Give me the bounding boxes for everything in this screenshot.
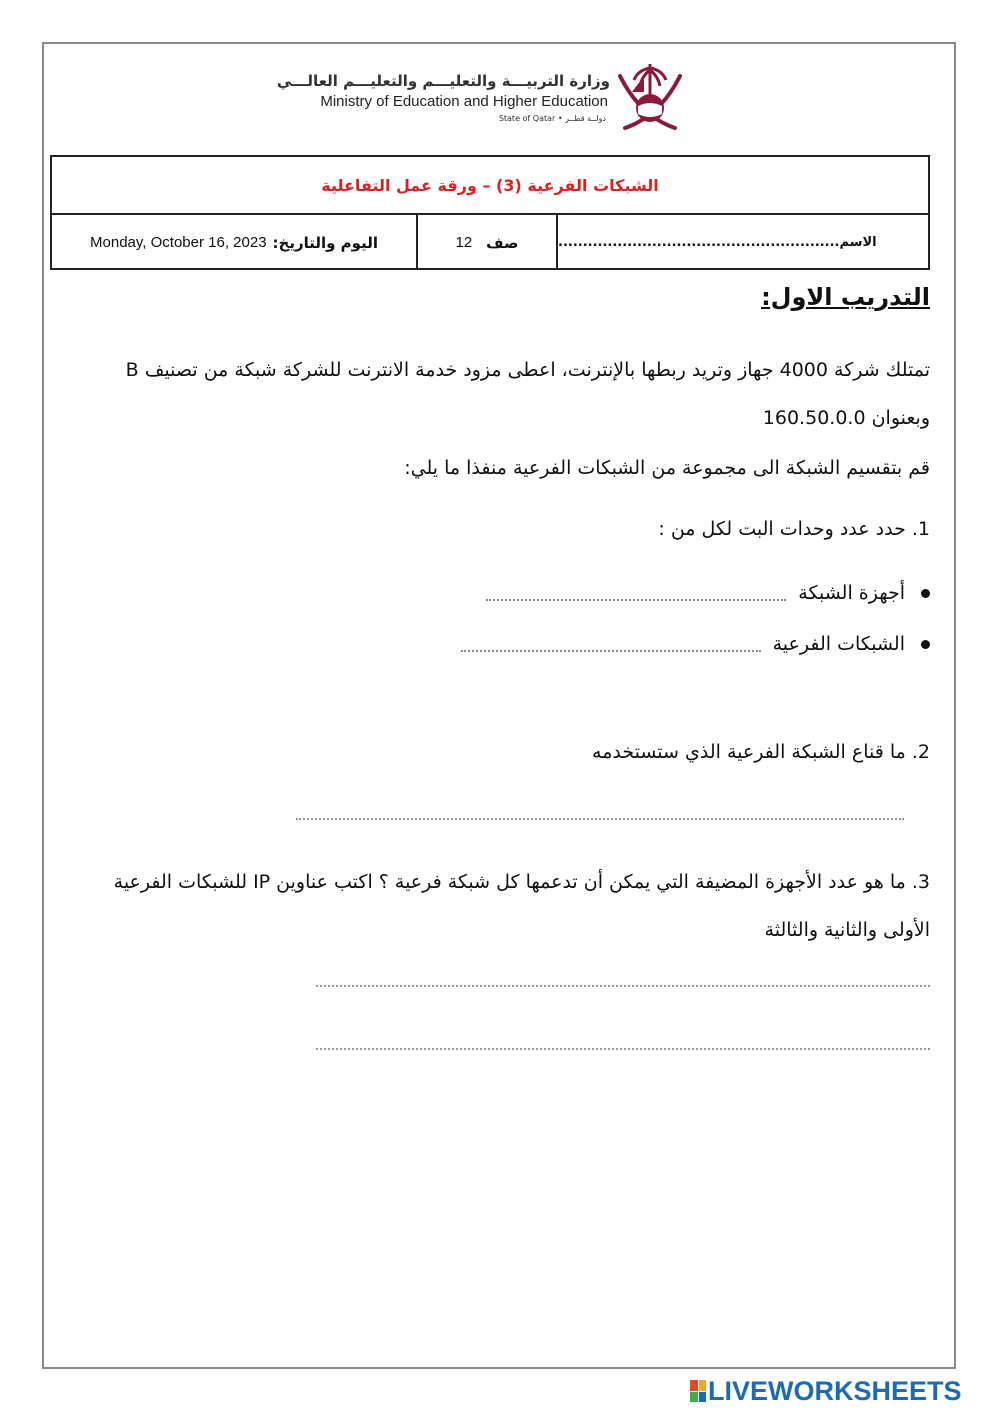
- bullet-icon: [921, 589, 930, 598]
- answer-field-network-bits[interactable]: [486, 585, 786, 601]
- grade-label: صف: [486, 233, 519, 252]
- date-cell: [52, 215, 418, 270]
- worksheet-title: الشبكات الفرعية (3) – ورقة عمل التفاعلية: [52, 157, 928, 215]
- liveworksheets-icon: [690, 1380, 706, 1402]
- ministry-header: [276, 56, 700, 136]
- bullet-icon: [921, 640, 930, 649]
- grade-cell: [418, 215, 558, 270]
- exercise-title: التدريب الاول:: [761, 283, 930, 311]
- answer-field-subnet-mask[interactable]: [296, 818, 904, 820]
- name-cell[interactable]: [558, 215, 928, 270]
- liveworksheets-wordmark: LIVEWORKSHEETS: [708, 1375, 962, 1406]
- ministry-name-english: Ministry of Education and Higher Education: [320, 93, 608, 110]
- answer-field-subnet-bits[interactable]: [461, 636, 761, 652]
- question-1: 1. حدد عدد وحدات البت لكل من :: [658, 518, 930, 540]
- liveworksheets-logo: [690, 1377, 990, 1405]
- name-field[interactable]: .........................................................: [558, 235, 840, 250]
- bullet-label: الشبكات الفرعية: [772, 633, 905, 655]
- exercise-instruction: قم بتقسيم الشبكة الى مجموعة من الشبكات الفرعية منفذا ما يلي:: [404, 457, 930, 479]
- ministry-name-arabic: وزارة التربيـــة والتعليـــم والتعليـــم العالـــي: [276, 72, 610, 90]
- bullet-item: [486, 582, 930, 604]
- state-label: State of Qatar • دولــة قطــر: [498, 114, 606, 123]
- worksheet-info-table: [50, 155, 930, 270]
- date-label: اليوم والتاريخ:: [272, 233, 378, 252]
- name-label: الاسم: [839, 235, 877, 250]
- question-3: 3. ما هو عدد الأجهزة المضيفة التي يمكن أن تدعمها كل شبكة فرعية ؟ اكتب عناوين IP للشبكات الفرعية الأولى والثانية والثالثة: [113, 871, 930, 941]
- answer-field-q3-line-1[interactable]: [316, 985, 930, 987]
- bullet-item: [461, 633, 930, 655]
- answer-field-q3-line-2[interactable]: [316, 1048, 930, 1050]
- date-value: Monday, October 16, 2023: [90, 234, 267, 251]
- exercise-paragraph: تمتلك شركة 4000 جهاز وتريد ربطها بالإنترنت، اعطى مزود خدمة الانترنت للشركة شبكة من تصنيف B وبعنوان 160.50.0.0: [125, 359, 930, 429]
- bullet-label: أجهزة الشبكة: [798, 582, 905, 604]
- qatar-emblem-icon: [610, 56, 690, 136]
- grade-value: 12: [455, 234, 473, 251]
- question-2: 2. ما قناع الشبكة الفرعية الذي ستستخدمه: [592, 741, 930, 763]
